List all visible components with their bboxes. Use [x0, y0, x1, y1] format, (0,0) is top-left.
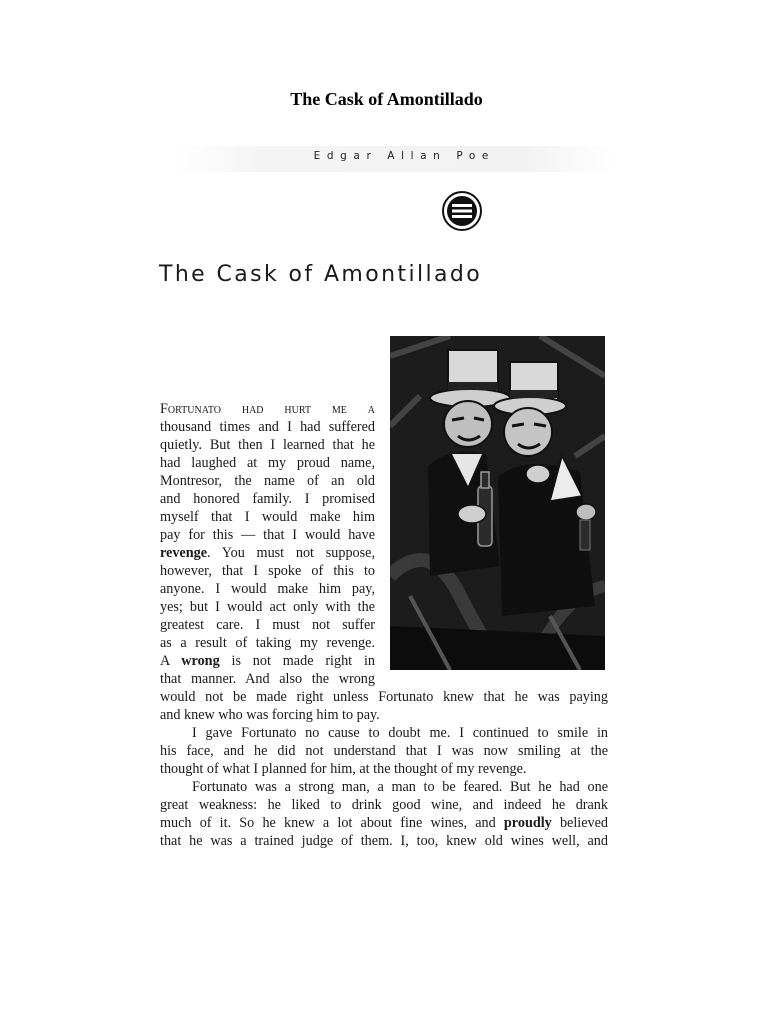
text-line: greatest care. I must not suffer — [160, 617, 375, 633]
text-line: I gave Fortunato no cause to doubt me. I continued to smile in — [192, 725, 608, 741]
author-name: Edgar Allan Poe — [313, 150, 495, 162]
text-line: as a result of taking my revenge. — [160, 635, 375, 651]
text-line: his face, and he did not understand that I was now smiling at the — [160, 743, 608, 759]
text-line: and honored family. I promised — [160, 491, 375, 507]
text-line: yes; but I would act only with the — [160, 599, 375, 615]
document-title: The Cask of Amontillado — [290, 89, 483, 109]
text-line: would not be made right unless Fortunato knew that he was paying — [160, 689, 608, 705]
text-line: thought of what I planned for him, at the thought of my revenge. — [160, 761, 527, 777]
text-line: had laughed at my proud name, — [160, 455, 375, 471]
text-line: great weakness: he liked to drink good wine, and indeed he drank — [160, 797, 608, 813]
scanned-page — [155, 140, 615, 860]
text-line: revenge. You must not suppose, — [160, 545, 375, 561]
text-line: anyone. I would make him pay, — [160, 581, 375, 597]
text-line: and knew who was forcing him to pay. — [160, 707, 380, 723]
text-line: that he was a trained judge of them. I, too, knew old wines well, and — [160, 833, 608, 849]
text-line: Fortunato was a strong man, a man to be feared. But he had one — [192, 779, 608, 795]
text-line: Fortunato had hurt me a — [160, 401, 375, 417]
text-line: Montresor, the name of an old — [160, 473, 375, 489]
text-line: pay for this — that I would have — [160, 527, 375, 543]
text-line: quietly. But then I learned that he — [160, 437, 375, 453]
text-line: myself that I would make him — [160, 509, 375, 525]
text-line: much of it. So he knew a lot about fine wines, and proudly believed — [160, 815, 608, 831]
text-line: thousand times and I had suffered — [160, 419, 375, 435]
story-illustration — [390, 336, 605, 670]
story-title: The Cask of Amontillado — [159, 262, 483, 287]
text-line: however, that I spoke of this to — [160, 563, 375, 579]
text-line: A wrong is not made right in — [160, 653, 375, 669]
book-emblem-icon — [442, 191, 482, 231]
text-line: that manner. And also the wrong — [160, 671, 375, 687]
